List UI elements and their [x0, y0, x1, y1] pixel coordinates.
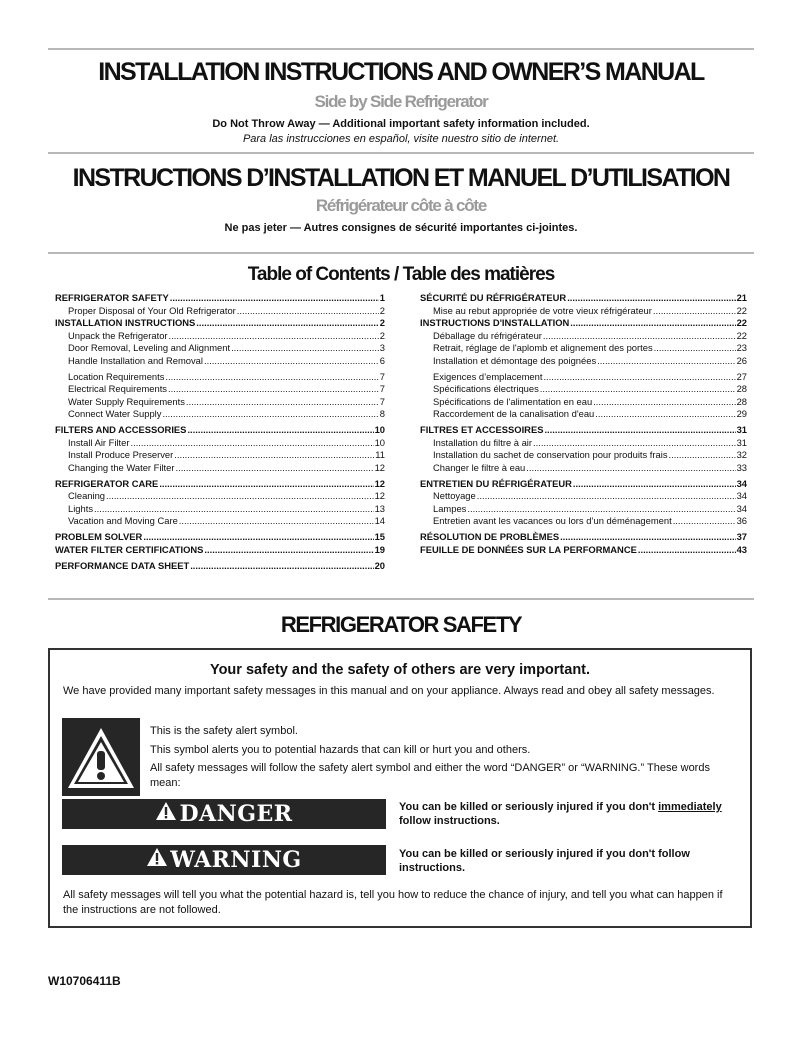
toc-entry[interactable] [420, 490, 747, 503]
toc-entry[interactable] [55, 305, 385, 318]
danger-alert-icon [155, 801, 177, 827]
toc-entry[interactable] [55, 355, 385, 371]
toc-entry-label: Exigences d’emplacement [433, 370, 543, 382]
toc-entry[interactable] [55, 437, 385, 450]
toc-entry[interactable] [420, 437, 747, 450]
toc-entry-page: 34 [736, 502, 747, 514]
warning-alert-icon [146, 847, 168, 873]
toc-entry-page: 2 [379, 317, 385, 328]
toc-entry[interactable] [55, 560, 385, 573]
toc-rule [48, 252, 754, 254]
toc-entry-label: Door Removal, Leveling and Alignment [68, 342, 231, 353]
toc-entry-page: 7 [379, 395, 385, 407]
toc-leader-dots [174, 449, 374, 460]
toc-entry-page: 12 [374, 477, 385, 489]
danger-label: DANGER [179, 801, 293, 827]
toc-entry-label: REFRIGERATOR SAFETY [55, 292, 169, 303]
toc-entry-page: 32 [736, 449, 747, 460]
safety-section-title: REFRIGERATOR SAFETY [280, 612, 522, 637]
toc-entry[interactable] [420, 503, 747, 516]
toc-entry-label: RÉSOLUTION DE PROBLÈMES [420, 531, 560, 542]
note-es: Para las instrucciones en español, visite nuestro sitio de internet. [242, 133, 560, 145]
toc-entry-label: Vacation and Moving Care [68, 515, 178, 526]
toc-leader-dots [567, 292, 735, 303]
toc-entry[interactable] [55, 383, 385, 396]
toc-left-column [55, 292, 385, 572]
toc-entry-page: 1 [379, 292, 385, 303]
toc-entry-page: 31 [736, 436, 747, 448]
toc-entry-page: 37 [736, 531, 747, 542]
toc-entry-page: 43 [736, 543, 747, 555]
toc-entry-page: 33 [736, 461, 747, 473]
toc-entry-page: 2 [379, 329, 385, 341]
title-fr: INSTRUCTIONS D’INSTALLATION ET MANUEL D’UTILISATION [72, 164, 730, 192]
toc-entry[interactable] [55, 396, 385, 409]
toc-leader-dots [540, 383, 736, 394]
toc-entry-page: 7 [379, 370, 385, 382]
toc-entry-label: Water Supply Requirements [68, 395, 185, 407]
toc-entry[interactable] [420, 424, 747, 437]
toc-entry-label: Proper Disposal of Your Old Refrigerator [68, 304, 236, 316]
toc-leader-dots [159, 478, 373, 489]
toc-entry[interactable] [420, 396, 747, 409]
toc-entry-page: 12 [374, 461, 385, 473]
toc-entry-label: FILTERS AND ACCESSORIES [55, 424, 187, 435]
safety-box-heading: Your safety and the safety of others are very important. [209, 662, 591, 678]
toc-leader-dots [653, 305, 736, 316]
toc-leader-dots [175, 462, 373, 473]
toc-entry-page: 36 [736, 515, 747, 526]
toc-entry-page: 31 [736, 424, 747, 435]
danger-signal [62, 799, 386, 829]
toc-entry-label: SÉCURITÉ DU RÉFRIGÉRATEUR [420, 292, 567, 303]
toc-leader-dots [187, 424, 373, 435]
warning-label: WARNING [170, 847, 302, 873]
toc-entry-label: Installation du filtre à air [433, 436, 533, 448]
subtitle-en: Side by Side Refrigerator [314, 92, 488, 111]
toc-entry-page: 15 [374, 531, 385, 542]
toc-leader-dots [543, 371, 735, 382]
danger-text-emphasis: immediately [658, 801, 722, 813]
toc-entry-label: PERFORMANCE DATA SHEET [55, 559, 190, 571]
toc-entry[interactable] [55, 515, 385, 531]
toc-entry[interactable] [55, 371, 385, 384]
toc-entry[interactable] [55, 292, 385, 305]
toc-entry-label: FILTRES ET ACCESSOIRES [420, 424, 544, 435]
toc-title: Table of Contents / Table des matières [247, 264, 555, 285]
toc-entry-label: INSTALLATION INSTRUCTIONS [55, 317, 196, 328]
toc-entry-page: 10 [374, 424, 385, 435]
toc-leader-dots [165, 371, 378, 382]
toc-leader-dots [179, 515, 374, 526]
toc-leader-dots [544, 424, 735, 435]
toc-leader-dots [477, 490, 736, 501]
toc-entry-page: 11 [375, 449, 385, 460]
toc-entry-page: 10 [374, 436, 385, 448]
toc-entry[interactable] [55, 544, 385, 560]
toc-entry-label: Raccordement de la canalisation d'eau [433, 408, 595, 419]
toc-entry[interactable] [420, 355, 747, 371]
toc-entry-page: 3 [379, 342, 385, 353]
toc-leader-dots [204, 355, 379, 366]
toc-leader-dots [467, 503, 735, 514]
toc-entry-page: 6 [379, 354, 385, 366]
toc-leader-dots [597, 355, 735, 366]
toc-entry[interactable] [420, 383, 747, 396]
danger-text-part-a: You can be killed or seriously injured if you don't [399, 801, 659, 813]
toc-entry[interactable] [420, 478, 747, 491]
toc-entry-page: 7 [379, 383, 385, 394]
toc-entry[interactable] [420, 515, 747, 531]
toc-leader-dots [168, 383, 379, 394]
toc-leader-dots [196, 317, 379, 328]
toc-entry-page: 14 [374, 515, 385, 526]
toc-entry[interactable] [55, 531, 385, 544]
toc-entry[interactable] [55, 408, 385, 424]
toc-entry-label: Location Requirements [68, 370, 165, 382]
toc-entry-label: Installation du sachet de conservation pour produits frais [433, 449, 668, 460]
toc-entry-label: Retrait, réglage de l'aplomb et alignement des portes [433, 342, 653, 353]
divider-rule [48, 152, 754, 154]
toc-leader-dots [570, 317, 735, 328]
toc-entry-label: Spécifications de l'alimentation en eau [433, 395, 593, 407]
toc-entry[interactable] [55, 342, 385, 355]
toc-entry-label: Déballage du réfrigérateur [433, 329, 542, 341]
toc-leader-dots [94, 503, 374, 514]
toc-entry-label: INSTRUCTIONS D'INSTALLATION [420, 317, 570, 328]
toc-leader-dots [573, 478, 736, 489]
toc-entry-page: 22 [736, 317, 747, 328]
toc-entry-label: Install Produce Preserver [68, 449, 174, 460]
toc-entry-label: FEUILLE DE DONNÉES SUR LA PERFORMANCE [420, 543, 637, 555]
toc-leader-dots [143, 531, 373, 542]
toc-entry-page: 28 [736, 395, 747, 407]
toc-entry[interactable] [55, 503, 385, 516]
safety-rule [48, 598, 754, 600]
toc-entry-page: 19 [374, 543, 385, 555]
toc-leader-dots [673, 515, 736, 526]
toc-entry-label: Cleaning [68, 490, 106, 501]
toc-entry[interactable] [420, 544, 747, 560]
toc-entry[interactable] [55, 462, 385, 478]
toc-leader-dots [204, 544, 373, 555]
toc-entry[interactable] [55, 449, 385, 462]
title-en: INSTALLATION INSTRUCTIONS AND OWNER’S MANUAL [98, 58, 704, 86]
toc-entry[interactable] [420, 330, 747, 343]
toc-entry-page: 26 [736, 354, 747, 366]
safety-alert-icon [62, 718, 140, 796]
toc-leader-dots [595, 408, 735, 419]
toc-leader-dots [593, 396, 735, 407]
danger-text-part-b: follow instructions. [399, 815, 500, 827]
toc-entry-page: 29 [736, 408, 747, 419]
toc-entry-label: Connect Water Supply [68, 408, 162, 419]
toc-entry-label: Install Air Filter [68, 436, 130, 448]
toc-entry[interactable] [55, 424, 385, 437]
toc-entry[interactable] [55, 330, 385, 343]
toc-entry-page: 21 [736, 292, 747, 303]
toc-entry[interactable] [420, 408, 747, 424]
toc-entry-label: Lights [68, 502, 94, 514]
toc-entry[interactable] [420, 292, 747, 305]
toc-leader-dots [533, 437, 736, 448]
part-number: W10706411B [48, 974, 121, 988]
symbol-line-3: All safety messages will follow the safety alert symbol and either the word “DANGER” or “WARNING.” These words mean: [150, 762, 710, 789]
toc-entry[interactable] [55, 490, 385, 503]
toc-entry-page: 22 [736, 304, 747, 316]
warning-signal [62, 845, 386, 875]
toc-entry-label: Nettoyage [433, 490, 476, 501]
toc-entry-page: 13 [374, 502, 385, 514]
subtitle-fr: Réfrigérateur côte à côte [315, 196, 487, 215]
toc-leader-dots [237, 305, 379, 316]
toc-leader-dots [669, 449, 736, 460]
toc-leader-dots [526, 462, 735, 473]
toc-leader-dots [130, 437, 373, 448]
toc-leader-dots [560, 531, 735, 542]
toc-entry-label: Electrical Requirements [68, 383, 167, 394]
toc-entry-label: Mise au rebut appropriée de votre vieux réfrigérateur [433, 304, 652, 316]
toc-right-column [420, 292, 747, 560]
toc-entry-label: Changer le filtre à eau [433, 461, 526, 473]
toc-entry-page: 23 [736, 342, 747, 353]
toc-entry-page: 20 [374, 559, 385, 571]
warning-text: You can be killed or seriously injured if you don't follow instructions. [399, 848, 690, 874]
toc-entry[interactable] [55, 478, 385, 491]
note-en: Do Not Throw Away — Additional important safety information included. [212, 118, 590, 130]
toc-entry-page: 34 [736, 477, 747, 489]
toc-entry-page: 28 [736, 383, 747, 394]
note-fr: Ne pas jeter — Autres consignes de sécurité importantes ci-jointes. [224, 222, 578, 234]
toc-entry-page: 22 [736, 329, 747, 341]
danger-text [399, 800, 754, 828]
toc-entry-label: Entretien avant les vacances ou lors d’un déménagement [433, 515, 672, 526]
toc-entry[interactable] [420, 462, 747, 478]
toc-leader-dots [162, 408, 378, 419]
toc-entry-page: 12 [374, 490, 385, 501]
safety-footer-text: All safety messages will tell you what the potential hazard is, tell you how to reduce the chance of injury, and tell you what can happen if the instructions are not followed. [63, 889, 723, 916]
toc-entry[interactable] [55, 317, 385, 330]
toc-leader-dots [543, 330, 736, 341]
toc-entry-page: 8 [379, 408, 385, 419]
safety-box [48, 648, 752, 928]
toc-entry[interactable] [420, 449, 747, 462]
symbol-line-1: This is the safety alert symbol. [150, 725, 298, 737]
toc-entry-page: 34 [736, 490, 747, 501]
toc-entry-label: WATER FILTER CERTIFICATIONS [55, 543, 204, 555]
toc-leader-dots [186, 396, 379, 407]
toc-leader-dots [106, 490, 374, 501]
toc-entry-label: Spécifications électriques [433, 383, 539, 394]
toc-leader-dots [638, 544, 736, 555]
toc-entry-label: PROBLEM SOLVER [55, 531, 143, 542]
toc-entry[interactable] [420, 342, 747, 355]
toc-entry-label: Unpack the Refrigerator [68, 329, 168, 341]
toc-entry[interactable] [420, 317, 747, 330]
toc-entry[interactable] [420, 305, 747, 318]
symbol-line-2: This symbol alerts you to potential hazards that can kill or hurt you and others. [150, 744, 531, 756]
top-rule [48, 48, 754, 50]
toc-entry-label: Lampes [433, 502, 467, 514]
toc-entry-label: ENTRETIEN DU RÉFRIGÉRATEUR [420, 477, 572, 489]
toc-entry-label: REFRIGERATOR CARE [55, 477, 159, 489]
toc-entry-label: Changing the Water Filter [68, 461, 175, 473]
toc-leader-dots [190, 560, 373, 571]
toc-entry-label: Handle Installation and Removal [68, 354, 203, 366]
toc-leader-dots [231, 342, 379, 353]
toc-entry-label: Installation et démontage des poignées [433, 354, 597, 366]
toc-entry-page: 27 [736, 370, 747, 382]
toc-entry[interactable] [420, 371, 747, 384]
toc-leader-dots [654, 342, 736, 353]
toc-entry-page: 2 [379, 304, 385, 316]
toc-leader-dots [170, 292, 379, 303]
toc-entry[interactable] [420, 531, 747, 544]
toc-leader-dots [169, 330, 379, 341]
safety-intro: We have provided many important safety messages in this manual and on your appliance. Always read and obey all safety messages. [63, 685, 715, 697]
